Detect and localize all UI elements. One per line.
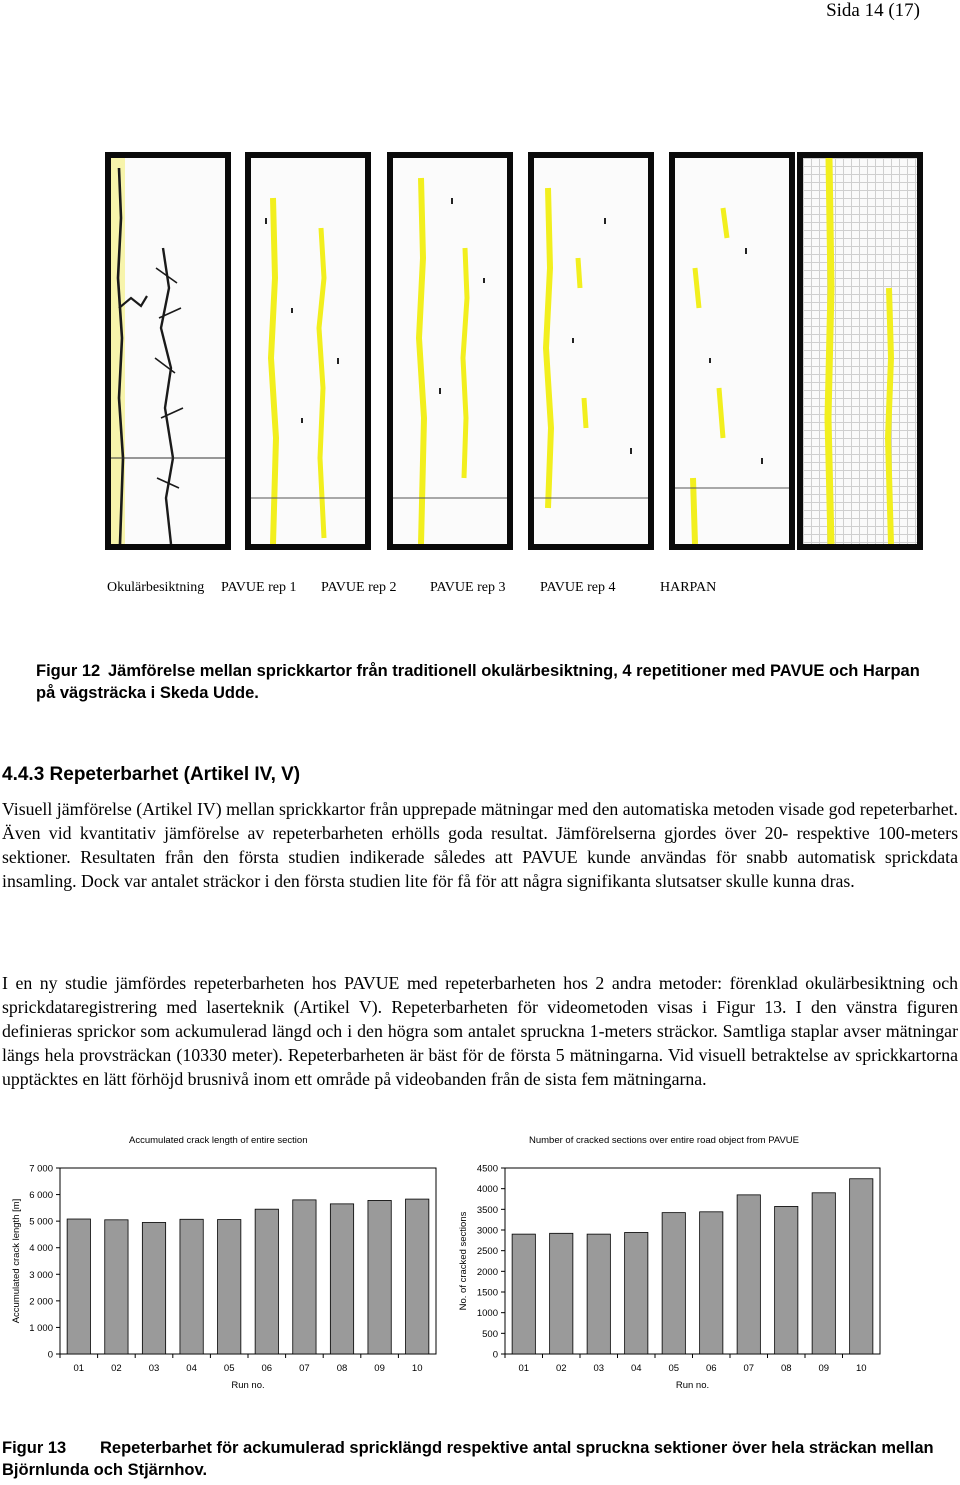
chart-1-ytick-label: 4 000 [29,1243,53,1255]
chart-1-ytick-label: 6 000 [29,1190,53,1202]
chart-1-bar [105,1220,128,1354]
chart-1-bar [142,1222,165,1354]
chart-2-bar [587,1234,610,1354]
chart-2-ylabel: No. of cracked sections [458,1211,469,1311]
chart-1-xtick-label: 03 [148,1363,160,1374]
chart-1-xtick-label: 04 [186,1363,197,1374]
chart-2-xtick-label: 03 [593,1363,605,1374]
figure-13-caption [2,1437,952,1481]
map-label-pavue-rep-2: PAVUE rep 2 [321,580,397,595]
map-panel-harpan [797,152,923,550]
map-panel-okularbesiktning [105,152,231,550]
map-label-pavue-rep-4: PAVUE rep 4 [540,580,616,595]
figure-12-number: Figur 12 [36,662,101,680]
chart-1-ytick-label: 7 000 [29,1163,53,1175]
chart-2-ytick-label: 1000 [476,1308,498,1320]
chart-1-title: Accumulated crack length of entire section [129,1135,308,1146]
chart-1-xtick-label: 07 [299,1363,310,1374]
chart-1-bar [67,1219,90,1354]
chart-2-bar [812,1193,835,1354]
chart-2-xtick-label: 10 [855,1363,867,1374]
chart-1-bar [406,1199,429,1354]
chart-1-ytick-label: 0 [47,1349,53,1361]
chart-2-ytick-label: 2000 [476,1266,498,1278]
chart-2-title: Number of cracked sections over entire road object from PAVUE [529,1135,799,1146]
chart-1-xtick-label: 05 [223,1363,235,1374]
paragraph-2: I en ny studie jämfördes repeterbarheten hos PAVUE med repeterbarheten hos 2 andra metoder: förenklad okulärbesiktning och sprickdataregistrering med laserteknik (Artikel V). Repeterbarheten för videometoden visas i Figur 13. I den vänstra figuren definieras sprickor som ackumulerad längd och i den högra som antalet spruckna 1-meters sträckor. Samtliga staplar avser mätningar längs hela provsträckan (10330 meter). Repeterbarheten är bäst för de första 5 mätningarna. Vid visuell betraktelse av sprickkartorna upptäcktes en lätt förhöjd brusnivå inom ett område på videobanden från de sista fem mätningarna. [2,973,958,1089]
chart-1-ytick-label: 2 000 [29,1296,53,1308]
chart-2-xtick-label: 04 [630,1363,642,1374]
map-label-pavue-rep-3: PAVUE rep 3 [430,580,506,595]
chart-2-ytick-label: 0 [492,1349,498,1361]
chart-1-bar [218,1220,241,1354]
chart-2-bar [700,1212,723,1354]
chart-2-ytick-label: 500 [482,1328,498,1340]
section-heading: 4.4.3 Repeterbarhet (Artikel IV, V) [2,764,301,785]
map-label-okularbesiktning: Okulärbesiktning [107,580,205,595]
chart-2-bar [775,1206,798,1354]
chart-2-bar [625,1232,648,1354]
chart-1-ytick-label: 3 000 [29,1269,53,1281]
figure-13-text: Repeterbarhet för ackumulerad spricklängd respektive antal spruckna sektioner över hela sträckan mellan Björnlunda och Stjärnhov. [2,1439,934,1479]
map-panel-pavue-rep-2 [387,152,513,550]
chart-2-xlabel: Run no. [675,1380,710,1391]
figure-13-number: Figur 13 [2,1439,67,1457]
chart-2-xtick-label: 05 [668,1363,680,1374]
chart-accumulated-crack-length [0,1158,440,1398]
chart-1-bar [330,1204,353,1354]
chart-1-xtick-label: 09 [374,1363,385,1374]
paragraph-1: Visuell jämförelse (Artikel IV) mellan sprickkartor från upprepade mätningar med den automatiska metoden visade god repeterbarhet. Även vid kvantitativ jämförelse av repeterbarheten erhölls goda resultat. Jämförelserna gjordes över 20- respektive 100-meters sektioner. Resultaten från den första studien indikerade således att PAVUE kunde användas för snabb automatisk sprickdata insamling. Dock var antalet sträckor i den första studien lite för få för att några signifikanta slutsatser skulle kunna dras. [2,799,958,891]
chart-2-xtick-label: 01 [518,1363,530,1374]
chart-2-xtick-label: 09 [818,1363,830,1374]
chart-1-xtick-label: 01 [73,1363,85,1374]
chart-2-ytick-label: 3000 [476,1225,498,1237]
map-label-harpan: HARPAN [660,580,717,595]
map-label-pavue-rep-1: PAVUE rep 1 [221,580,297,595]
map-panel-pavue-rep-1 [245,152,371,550]
crack-maps-figure [105,152,923,550]
figure-12-text: Jämförelse mellan sprickkartor från traditionell okulärbesiktning, 4 repetitioner med PAVUE och Harpan på vägsträcka i Skeda Udde. [36,662,920,702]
chart-2-bar [662,1213,685,1354]
chart-1-ylabel: Accumulated crack length [m] [11,1198,22,1324]
chart-1-ytick-label: 5 000 [29,1216,53,1228]
chart-2-ytick-label: 1500 [476,1287,498,1299]
chart-2-ytick-label: 3500 [476,1204,498,1216]
chart-2-ytick-label: 2500 [476,1246,498,1258]
chart-1-bar [180,1219,203,1354]
chart-2-ytick-label: 4000 [476,1184,498,1196]
chart-2-bar [737,1195,760,1354]
chart-1-bar [255,1209,278,1354]
chart-2-xtick-label: 02 [555,1363,567,1374]
chart-1-ytick-label: 1 000 [29,1322,53,1334]
map-panel-pavue-rep-4 [669,152,795,550]
chart-2-xtick-label: 07 [743,1363,755,1374]
figure-12-caption [36,660,926,704]
chart-cracked-sections [450,1158,900,1398]
chart-1-xtick-label: 02 [111,1363,122,1374]
chart-2-bar [850,1179,873,1354]
chart-1-xtick-label: 10 [411,1363,423,1374]
chart-1-xtick-label: 06 [261,1363,273,1374]
chart-1-xtick-label: 08 [336,1363,348,1374]
chart-2-ytick-label: 4500 [476,1163,498,1175]
chart-2-xtick-label: 08 [780,1363,792,1374]
chart-2-bar [550,1233,573,1354]
chart-2-xtick-label: 06 [705,1363,717,1374]
map-panel-pavue-rep-3 [528,152,654,550]
chart-1-bar [293,1200,316,1354]
chart-1-xlabel: Run no. [231,1380,265,1391]
page-number: Sida 14 (17) [826,0,920,21]
chart-1-bar [368,1200,391,1354]
chart-2-bar [512,1234,535,1354]
